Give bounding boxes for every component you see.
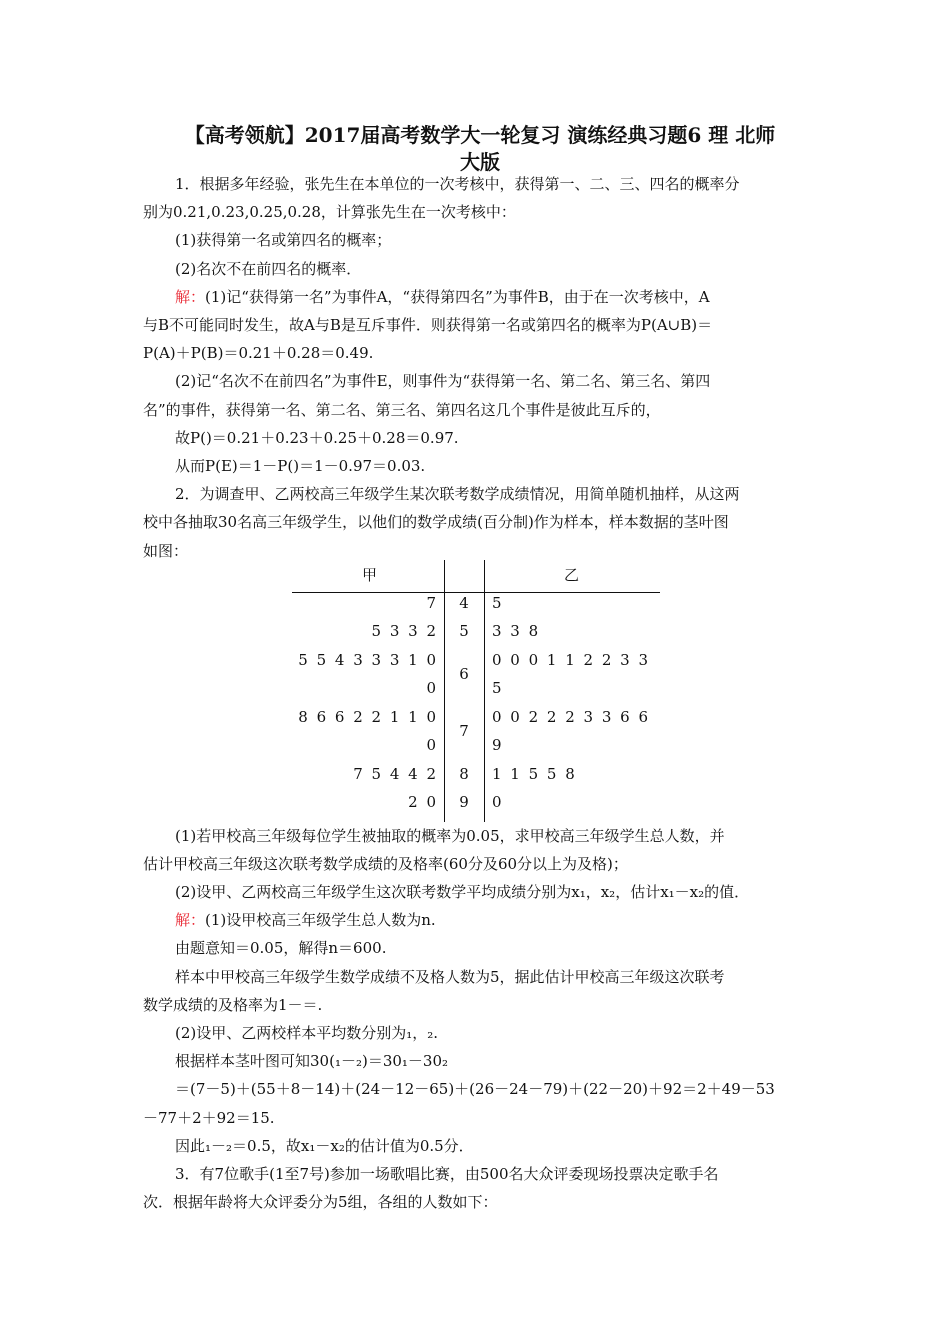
q2-solution-line-8: －77＋2＋92＝15.: [143, 1109, 275, 1127]
q2-solution-line-1: [175, 910, 840, 931]
stem-leaf-plot: [292, 560, 660, 822]
q2-solution-label: 解：: [175, 911, 206, 929]
q1-solution-text-1: (1)记“获得第一名”为事件A，“获得第四名”为事件B，由于在一次考核中，A: [205, 288, 710, 306]
stem-leaf-stem: 4: [459, 594, 469, 612]
stem-leaf-right-leaves: 5: [492, 594, 504, 612]
stem-leaf-left-leaves: 5 3 3 2: [371, 622, 438, 640]
q1-solution-line-1: [175, 287, 840, 308]
q2-solution-line-4: 数学成绩的及格率为1－＝.: [143, 996, 323, 1014]
q3-line-1: 3．有7位歌手(1至7号)参加一场歌唱比赛，由500名大众评委现场投票决定歌手名: [175, 1165, 719, 1183]
stem-leaf-left-leaves: 0: [426, 679, 438, 697]
stem-leaf-left-leaves: 0: [426, 736, 438, 754]
stem-leaf-header-rule: [292, 592, 660, 593]
q1-solution-line-5: 名”的事件，获得第一名、第二名、第三名、第四名这几个事件是彼此互斥的，: [143, 401, 661, 419]
stem-leaf-right-leaves: 0: [492, 793, 504, 811]
stem-leaf-right-leaves: 0 0 2 2 2 3 3 6 6: [492, 708, 651, 726]
q2-solution-line-5: (2)设甲、乙两校样本平均数分别为₁，₂.: [175, 1024, 439, 1042]
q1-solution-line-3: P(A)＋P(B)＝0.21＋0.28＝0.49.: [143, 344, 374, 362]
stem-leaf-left-leaves: 7: [426, 594, 438, 612]
q1-line-3: (1)获得第一名或第四名的概率；: [175, 231, 392, 249]
stem-leaf-left-leaves: 8 6 6 2 2 1 1 0: [298, 708, 438, 726]
q3-line-2: 次．根据年龄将大众评委分为5组，各组的人数如下：: [143, 1193, 498, 1211]
q2-part-1-line-2: 估计甲校高三年级这次联考数学成绩的及格率(60分及60分以上为及格)；: [143, 855, 628, 873]
stem-leaf-right-leaves: 5: [492, 679, 504, 697]
stem-leaf-left-leaves: 5 5 4 3 3 3 1 0: [298, 651, 438, 669]
q1-solution-label: 解：: [175, 288, 206, 306]
stem-leaf-left-header: 甲: [362, 566, 378, 584]
q2-line-3: 如图：: [143, 542, 189, 560]
stem-leaf-right-header: 乙: [564, 566, 580, 584]
stem-leaf-stem: 7: [459, 722, 469, 740]
q2-part-2: (2)设甲、乙两校高三年级学生这次联考数学平均成绩分别为x₁，x₂，估计x₁－x₂的值．: [175, 883, 750, 901]
q2-part-1-line-1: (1)若甲校高三年级每位学生被抽取的概率为0.05，求甲校高三年级学生总人数，并: [175, 827, 725, 845]
q2-line-1: 2．为调查甲、乙两校高三年级学生某次联考数学成绩情况，用简单随机抽样，从这两: [175, 485, 740, 503]
title-line-2: 大版: [460, 150, 500, 174]
q2-solution-line-9: 因此₁－₂＝0.5，故x₁－x₂的估计值为0.5分．: [175, 1137, 474, 1155]
q1-line-2: 别为0.21,0.23,0.25,0.28，计算张先生在一次考核中：: [143, 203, 516, 221]
stem-leaf-left-leaves: 2 0: [408, 793, 438, 811]
stem-leaf-stem: 5: [459, 622, 469, 640]
stem-leaf-right-leaves: 9: [492, 736, 504, 754]
q2-solution-line-2: 由题意知＝0.05，解得n＝600.: [175, 939, 387, 957]
stem-leaf-divider-right: [484, 560, 485, 822]
q2-solution-line-7: ＝(7－5)＋(55＋8－14)＋(24－12－65)＋(26－24－79)＋(22－20)＋92＝2＋49－53: [175, 1080, 775, 1098]
q2-solution-line-6: 根据样本茎叶图可知30(₁－₂)＝30₁－30₂: [175, 1052, 449, 1070]
stem-leaf-right-leaves: 0 0 0 1 1 2 2 3 3: [492, 651, 651, 669]
q1-solution-line-6: 故P()＝0.21＋0.23＋0.25＋0.28＝0.97.: [175, 429, 459, 447]
stem-leaf-stem: 9: [459, 793, 469, 811]
q1-solution-line-2: 与B不可能同时发生，故A与B是互斥事件．则获得第一名或第四名的概率为P(A∪B)＝: [143, 316, 713, 334]
stem-leaf-right-leaves: 1 1 5 5 8: [492, 765, 577, 783]
stem-leaf-left-leaves: 7 5 4 4 2: [353, 765, 438, 783]
stem-leaf-divider-left: [444, 560, 445, 822]
document-title: [140, 122, 820, 176]
title-line-1: 【高考领航】2017届高考数学大一轮复习 演练经典习题6 理 北师: [184, 123, 776, 147]
q1-solution-line-4: (2)记“名次不在前四名”为事件E，则事件为“获得第一名、第二名、第三名、第四: [175, 372, 711, 390]
q2-line-2: 校中各抽取30名高三年级学生，以他们的数学成绩(百分制)作为样本，样本数据的茎叶图: [143, 513, 729, 531]
q1-line-4: (2)名次不在前四名的概率．: [175, 260, 362, 278]
q2-solution-line-3: 样本中甲校高三年级学生数学成绩不及格人数为5，据此估计甲校高三年级这次联考: [175, 968, 725, 986]
stem-leaf-right-leaves: 3 3 8: [492, 622, 541, 640]
stem-leaf-stem: 6: [459, 665, 469, 683]
q1-solution-line-7: 从而P(E)＝1－P()＝1－0.97＝0.03.: [175, 457, 426, 475]
q1-line-1: 1．根据多年经验，张先生在本单位的一次考核中，获得第一、二、三、四名的概率分: [175, 175, 740, 193]
stem-leaf-stem: 8: [459, 765, 469, 783]
q2-solution-text-1: (1)设甲校高三年级学生总人数为n.: [205, 911, 436, 929]
